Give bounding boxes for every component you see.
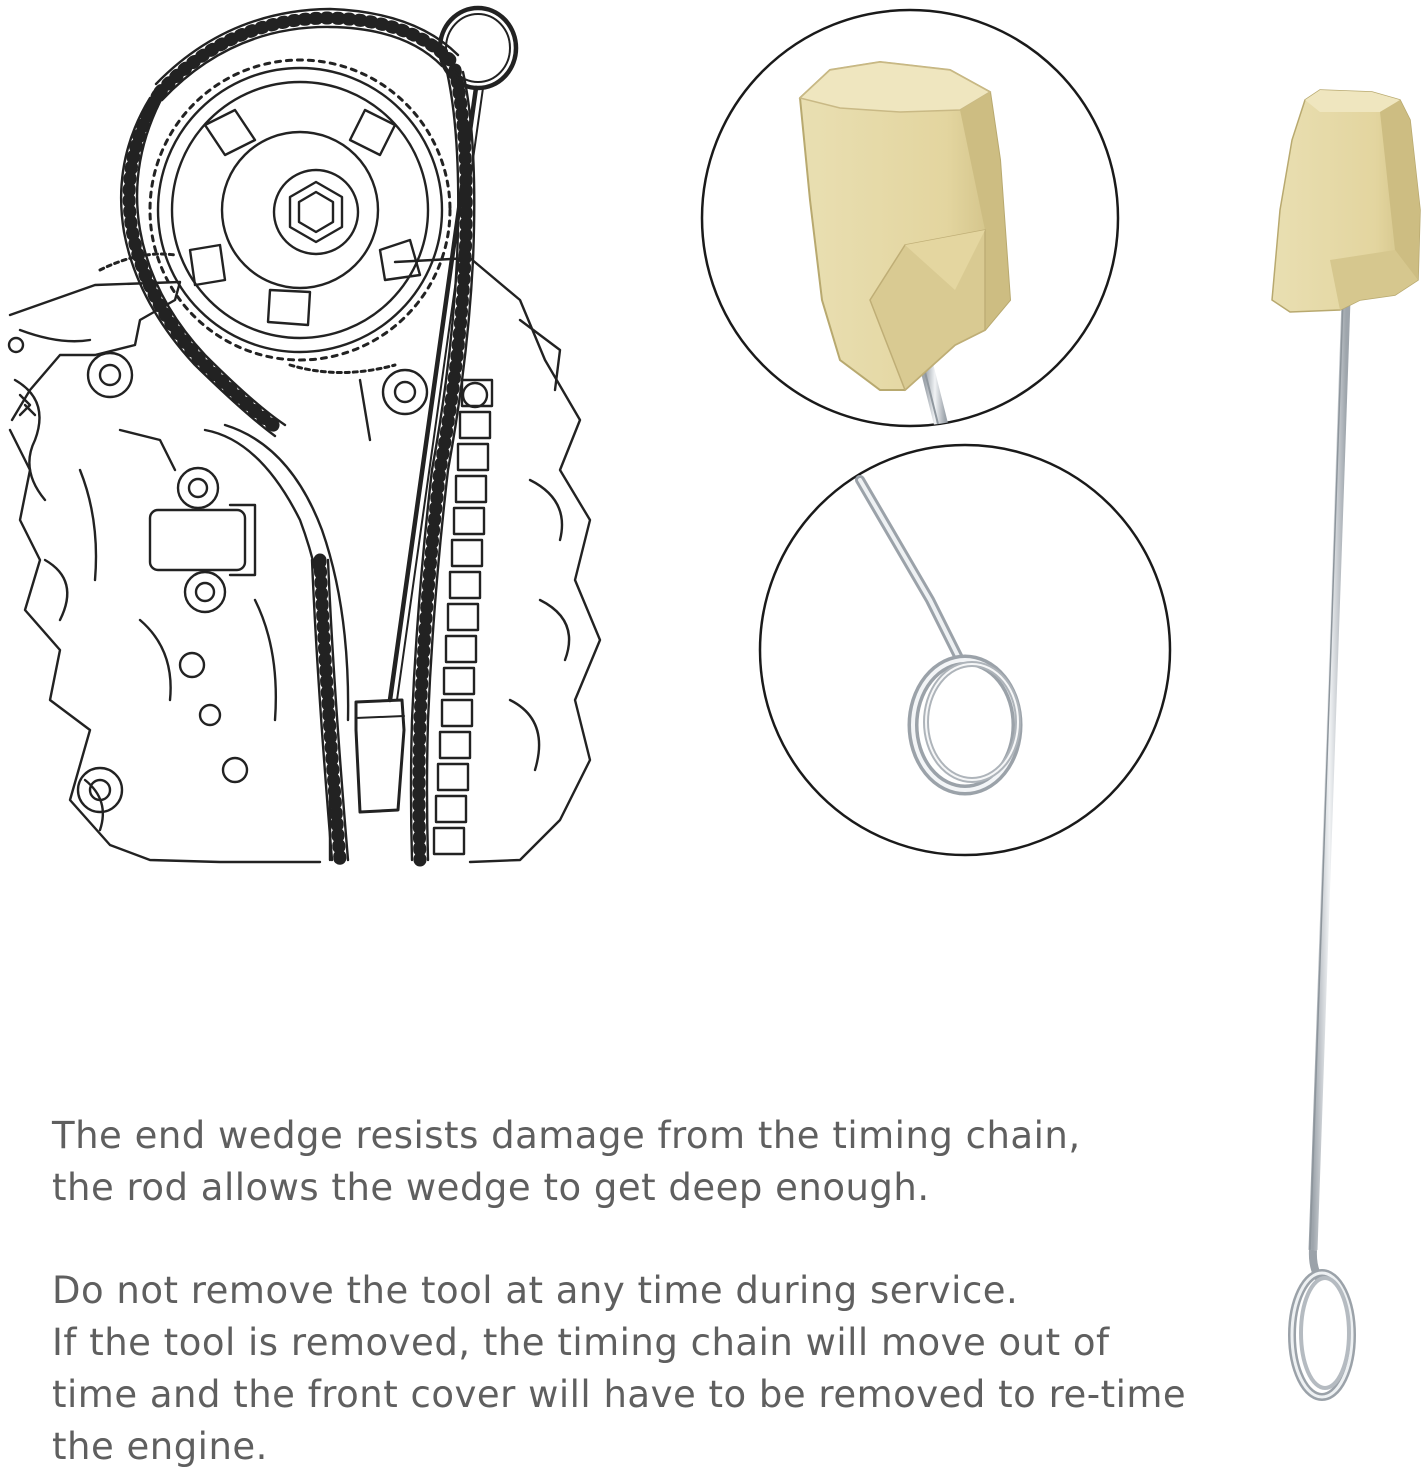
caption-line: the engine. xyxy=(52,1425,268,1468)
rod-loop-closeup xyxy=(760,445,1170,855)
caption-wedge-description xyxy=(52,1110,1081,1214)
caption-line: If the tool is removed, the timing chain will move out of xyxy=(52,1321,1110,1364)
caption-warning xyxy=(52,1265,1186,1473)
timing-chain-wedge-tool xyxy=(1272,90,1420,1397)
caption-line: the rod allows the wedge to get deep enough. xyxy=(52,1166,930,1209)
caption-line: Do not remove the tool at any time during service. xyxy=(52,1269,1019,1312)
caption-line: time and the front cover will have to be removed to re-time xyxy=(52,1373,1187,1416)
wedge-closeup xyxy=(702,10,1118,440)
caption-line: The end wedge resists damage from the timing chain, xyxy=(52,1114,1081,1157)
engine-diagram xyxy=(9,8,600,862)
